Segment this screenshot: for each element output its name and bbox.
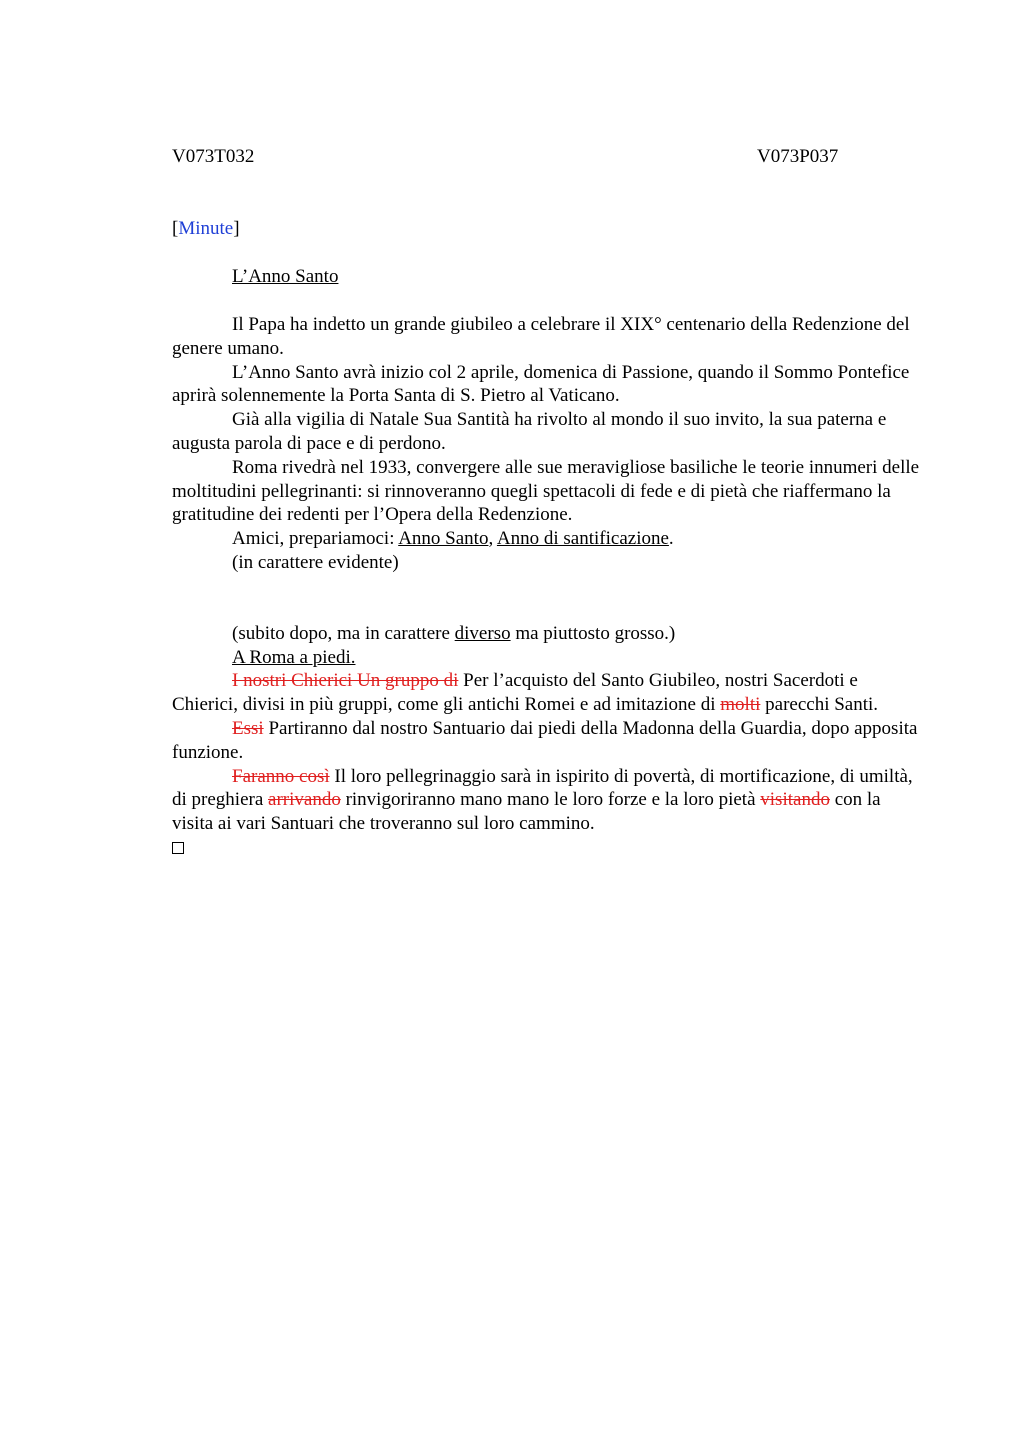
paragraph-2: L’Anno Santo avrà inizio col 2 aprile, domenica di Passione, quando il Sommo Pontefice aprirà solennemente la Porta Santa di S. Pietro al Vaticano. [172,361,910,407]
p9-text-a: Per l’acquisto del Santo Giubileo, nostri Sacerdoti e Chierici, divisi in più gruppi, come gli antichi Romei e ad imitazione di [172,670,858,716]
end-marker-box [172,836,924,861]
minute-bracket-close: ] [233,218,240,239]
p7-text-a: (subito dopo, ma in carattere [232,622,455,644]
p5-text-e: . [668,528,674,550]
minute-tag [172,218,240,240]
p11-text-b: rinvigoriranno mano mano le loro forze e la loro pietà [340,789,761,811]
empty-square-icon [172,842,184,854]
p9-text-b: parecchi Santi. [760,694,879,716]
p5-anno-santificazione: Anno di santificazione [496,528,669,550]
paragraph-4: Roma rivedrà nel 1933, convergere alle sue meravigliose basiliche le teorie innumeri delle moltitudini pellegrinanti: si rinnoveranno quegli spettacoli di fede e di pietà che riaffermano la gratitudine dei redenti per l’Opera della Redenzione. [172,456,920,526]
p11-deleted-3: visitando [760,789,830,811]
header-right-code: V073P037 [757,146,839,167]
p10-text-a: Partiranno dal nostro Santuario dai piedi della Madonna della Guardia, dopo apposita funzione. [172,717,918,763]
blank-gap [172,575,924,622]
minute-link[interactable]: Minute [178,218,234,239]
p7-text-c: ma piuttosto grosso.) [510,622,676,644]
p5-text-c: , [488,528,497,550]
p5-anno-santo: Anno Santo [398,528,489,550]
minute-bracket-open: [ [172,218,179,239]
paragraph-8 [172,646,924,670]
p9-deleted-1: I nostri Chierici Un gruppo di [232,670,459,692]
p9-deleted-2: molti [720,694,761,716]
document-body [172,313,924,861]
paragraph-3: Già alla vigilia di Natale Sua Santità ha rivolto al mondo il suo invito, la sua paterna e augusta parola di pace e di perdono. [172,409,887,454]
paragraph-6: (in carattere evidente) [232,551,399,573]
paragraph-10 [172,717,924,765]
p11-deleted-1: Faranno così [232,765,330,787]
header-left-code: V073T032 [172,146,255,167]
paragraph-9 [172,669,924,717]
p11-text-a: Il loro pellegrinaggio sarà in ispirito di povertà, di mortificazione, di umiltà, di preghiera [172,765,913,811]
paragraph-7 [172,622,924,646]
p10-deleted-1: Essi [232,717,264,739]
subtitle-a-roma-a-piedi: A Roma a piedi. [232,646,356,668]
p7-diverso: diverso [454,622,511,644]
paragraph-11 [172,765,924,836]
p11-deleted-2: arrivando [268,789,341,811]
p5-text-a: Amici, prepariamoci: [232,528,399,550]
paragraph-1: Il Papa ha indetto un grande giubileo a celebrare il XIX° centenario della Redenzione del genere umano. [172,314,910,359]
p11-text-c: con la visita ai vari Santuari che troveranno sul loro cammino. [172,789,881,835]
paragraph-5 [172,527,924,551]
document-title: L’Anno Santo [232,266,339,287]
